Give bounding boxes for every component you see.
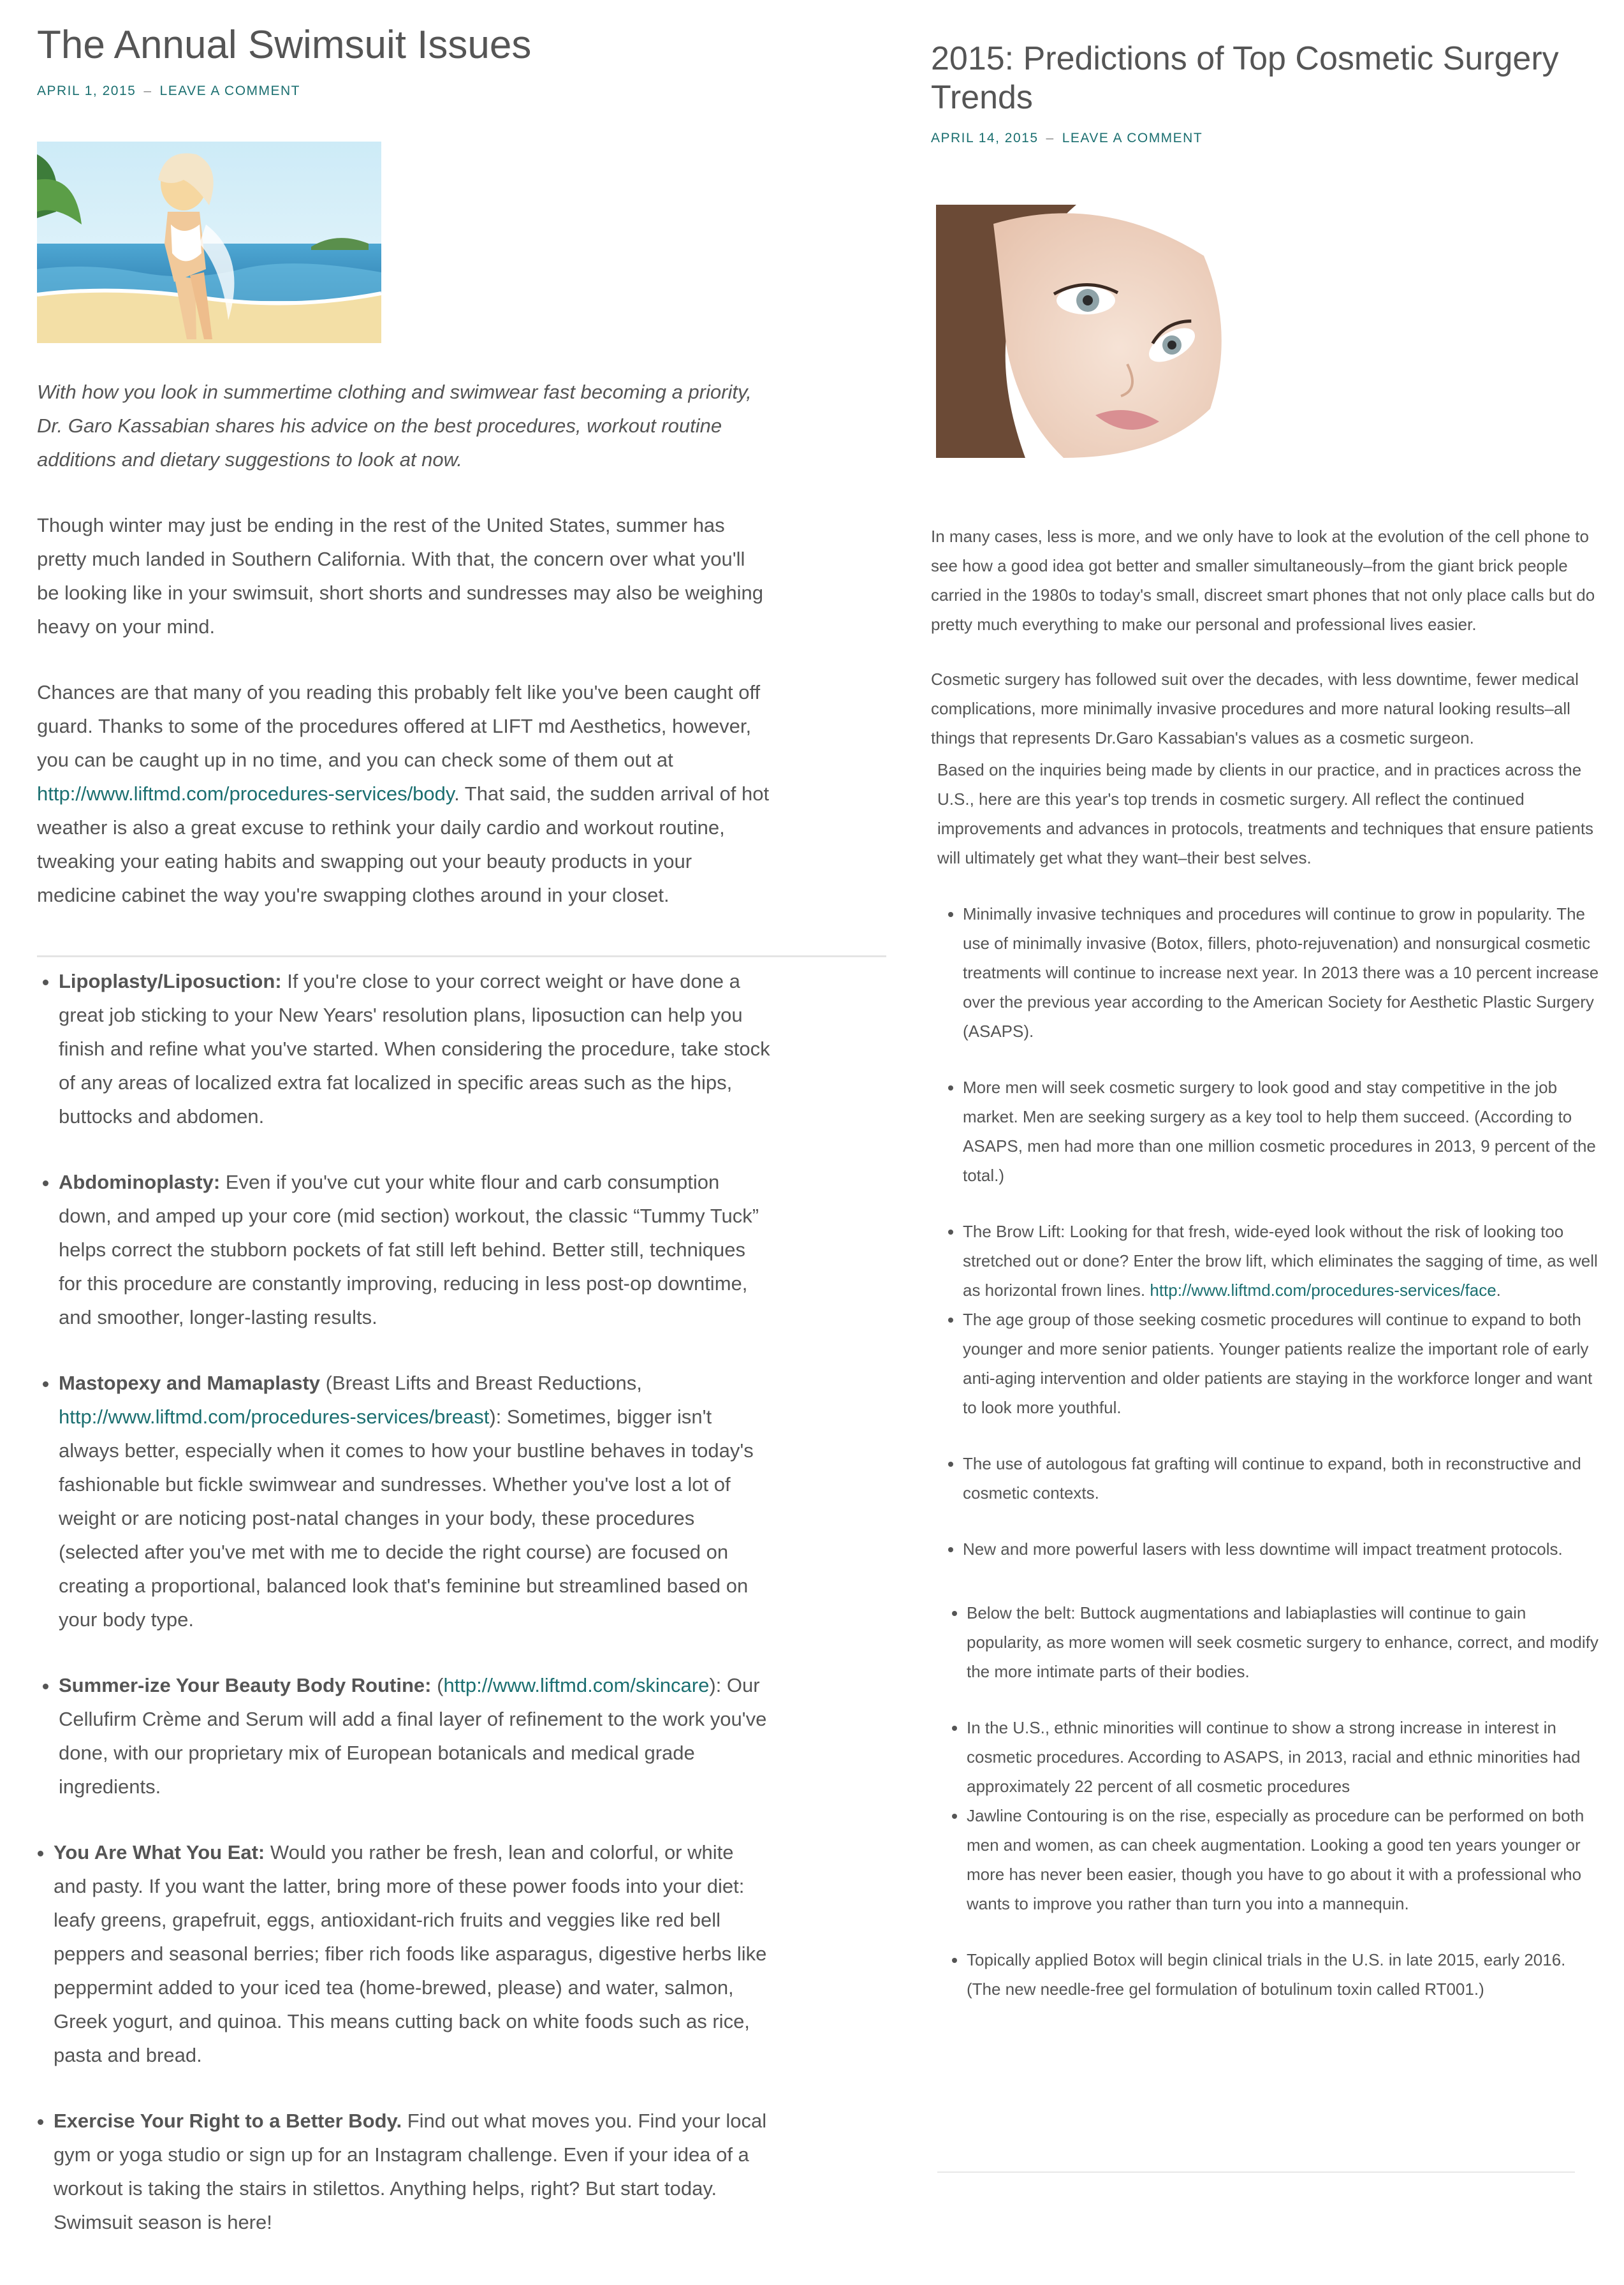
tips-list [37, 964, 770, 2239]
list-item: • Mastopexy and Mamaplasty (Breast Lifts and Breast Reductions, http://www.liftmd.com/procedures-services/breast): Sometimes, bigger isn't always better, especially when it comes to how your bustline behaves in today's fashionable but fickle swimwear and sundresses. Whether you've lost a lot of weight or are noticing post-natal changes in your body, these procedures (selected after you've met with me to decide the right course) are focused on creating a proportional, balanced look that's feminine but streamlined based on your body type. [59, 1366, 770, 1636]
list-item: • The use of autologous fat grafting will continue to expand, both in reconstructive and cosmetic contexts. [963, 1449, 1600, 1508]
list-item: • Topically applied Botox will begin clinical trials in the U.S. in late 2015, early 2016. (The new needle-free gel formulation of botulinum toxin called RT001.) [967, 1945, 1600, 2004]
paragraph: Based on the inquiries being made by clients in our practice, and in practices across the U.S., here are this year's top trends in cosmetic surgery. All reflect the continued improvements and advances in protocols, treatments and techniques that ensure patients will ultimately get what they want–their best selves. [937, 760, 1594, 867]
body-procedures-link[interactable]: http://www.liftmd.com/procedures-services/body [37, 782, 455, 805]
post-title[interactable]: The Annual Swimsuit Issues [37, 23, 532, 67]
intro-paragraph: With how you look in summertime clothing and swimwear fast becoming a priority, Dr. Garo Kassabian shares his advice on the best procedures, workout routine additions and dietary suggestions to look at now. [37, 381, 752, 471]
paragraph: Chances are that many of you reading this probably felt like you've been caught off guard. Thanks to some of the procedures offered at LIFT md Aesthetics, however, you can be caught up in no time, and you can check some of them out at http://www.liftmd.com/procedures-services/body. That said, the sudden arrival of hot weather is also a great excuse to rethink your daily cardio and workout routine, tweaking your eating habits and swapping out your beauty products in your medicine cabinet the way you're swapping clothes around in your closet. [37, 681, 770, 907]
list-item: • Abdominoplasty: Even if you've cut your white flour and carb consumption down, and amped up your core (mid section) workout, the classic “Tummy Tuck” helps correct the stubborn pockets of fat still left behind. Better still, techniques for this procedure are constantly improving, reducing in less post-op downtime, and smoother, longer-lasting results. [59, 1165, 770, 1334]
list-item: • Minimally invasive techniques and procedures will continue to grow in popularity. The use of minimally invasive (Botox, fillers, photo-rejuvenation) and nonsurgical cosmetic treatments will continue to increase next year. In 2013 there was a 10 percent increase over the previous year according to the American Society for Aesthetic Plastic Surgery (ASAPS). [963, 899, 1600, 1046]
post-meta: APRIL 1, 2015 – LEAVE A COMMENT [37, 84, 301, 99]
list-item: • In the U.S., ethnic minorities will continue to show a strong increase in interest in cosmetic procedures. According to ASAPS, in 2013, racial and ethnic minorities had approximately 22 percent of all cosmetic procedures [967, 1713, 1600, 1801]
post-title[interactable]: 2015: Predictions of Top Cosmetic Surgery Trends [931, 40, 1559, 117]
post-date-link[interactable]: APRIL 14, 2015 [931, 130, 1039, 145]
paragraph: Though winter may just be ending in the rest of the United States, summer has pretty much landed in Southern California. With that, the concern over what you'll be looking like in your swimsuit, short shorts and sundresses may also be weighing heavy on your mind. [37, 514, 763, 638]
post-date-link[interactable]: APRIL 1, 2015 [37, 84, 136, 99]
skincare-link[interactable]: http://www.liftmd.com/skincare [443, 1674, 710, 1697]
list-item: • More men will seek cosmetic surgery to look good and stay competitive in the job market. Men are seeking surgery as a key tool to help them succeed. (According to ASAPS, men had more than one million cosmetic procedures in 2013, 9 percent of the total.) [963, 1073, 1600, 1190]
list-item: • You Are What You Eat: Would you rather be fresh, lean and colorful, or white and pasty. If you want the latter, bring more of these power foods into your diet: leafy greens, grapefruit, eggs, antioxidant-rich fruits and veggies like red bell peppers and seasonal berries; fiber rich foods like asparagus, digestive herbs like peppermint added to your iced tea (home-brewed, please) and water, salmon, Greek yogurt, and quinoa. This means cutting back on white foods such as rice, pasta and bread. [54, 1835, 770, 2072]
left-post [37, 0, 770, 2271]
breast-procedures-link[interactable]: http://www.liftmd.com/procedures-services/breast [59, 1406, 490, 1429]
leave-comment-link[interactable]: LEAVE A COMMENT [159, 84, 301, 99]
list-item: • Summer-ize Your Beauty Body Routine: (http://www.liftmd.com/skincare): Our Cellufirm Crème and Serum will add a final layer of refinement to the work you've done, with our proprietary mix of European botanicals and medical grade ingredients. [59, 1668, 770, 1804]
list-item: • New and more powerful lasers with less downtime will impact treatment protocols. [963, 1534, 1600, 1564]
divider [37, 955, 886, 957]
face-photo [936, 205, 1227, 458]
list-item: • Lipoplasty/Liposuction: If you're close to your correct weight or have done a great job sticking to your New Years' resolution plans, liposuction can help you finish and refine what you've started. When considering the procedure, take stock of any areas of localized extra fat localized in specific areas such as the hips, buttocks and abdomen. [59, 964, 770, 1133]
right-post [931, 0, 1600, 2031]
list-item: • Jawline Contouring is on the rise, especially as procedure can be performed on both men and women, as can cheek augmentation. Looking a good ten years younger or more has never been easier, though you have to go about it with a professional who wants to improve you rather than turn you into a mannequin. [967, 1801, 1600, 1918]
paragraph: Cosmetic surgery has followed suit over the decades, with less downtime, fewer medical complications, more minimally invasive procedures and more natural looking results–all things that represents Dr.Garo Kassabian's values as a cosmetic surgeon. [931, 669, 1579, 747]
list-item: • Below the belt: Buttock augmentations and labiaplasties will continue to gain popularity, as more women will seek cosmetic surgery to enhance, correct, and modify the more intimate parts of their bodies. [967, 1598, 1600, 1686]
list-item: • The age group of those seeking cosmetic procedures will continue to expand to both younger and more senior patients. Younger patients realize the important role of early anti-aging intervention and older patients are staying in the workforce longer and want to look more youthful. [963, 1305, 1600, 1422]
leave-comment-link[interactable]: LEAVE A COMMENT [1062, 130, 1203, 145]
post-meta: APRIL 14, 2015 – LEAVE A COMMENT [931, 130, 1203, 145]
paragraph: In many cases, less is more, and we only have to look at the evolution of the cell phone to see how a good idea got better and smaller simultaneously–from the giant brick people carried in the 1980s to today's small, discreet smart phones that not only place calls but do pretty much everything to make our personal and professional lives easier. [931, 526, 1595, 634]
face-procedures-link[interactable]: http://www.liftmd.com/procedures-services/face [1150, 1280, 1496, 1300]
list-item: • The Brow Lift: Looking for that fresh, wide-eyed look without the risk of looking too stretched out or done? Enter the brow lift, which eliminates the sagging of time, as well as horizontal frown lines. http://www.liftmd.com/procedures-services/face. [963, 1217, 1600, 1305]
list-item: • Exercise Your Right to a Better Body. Find out what moves you. Find your local gym or yoga studio or sign up for an Instagram challenge. Even if your idea of a workout is taking the stairs in stilettos. Anything helps, right? But start today. Swimsuit season is here! [54, 2104, 770, 2239]
divider [937, 2171, 1575, 2173]
trends-list [931, 899, 1600, 2004]
swimsuit-illustration [37, 142, 381, 343]
